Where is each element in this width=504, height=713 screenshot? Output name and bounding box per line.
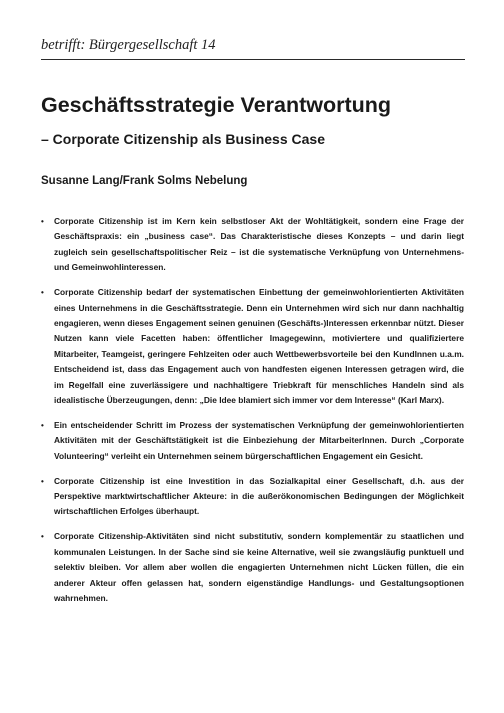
- summary-bullet-text: Corporate Citizenship-Aktivitäten sind nicht substitutiv, sondern komplementär zu staatlichen und kommunalen Leistungen. In der Sache sind sie keine Alternative, weil sie zwangsläufig punktuell und selektiv bleiben. Vor allem aber wollen die engagierten Unternehmen nicht Lücken füllen, die ein anderer Akteur offen gelassen hat, sondern eigenständige Handlungs- und Gestaltungsoptionen wahrnehmen.: [54, 531, 464, 603]
- bullet-dot-icon: •: [41, 217, 44, 226]
- summary-bullet-item: [41, 214, 464, 276]
- summary-bullet-item: [41, 529, 464, 606]
- running-head: betrifft: Bürgergesellschaft 14: [41, 36, 465, 60]
- summary-bullet-item: [41, 418, 464, 464]
- summary-bullet-text: Ein entscheidender Schritt im Prozess der systematischen Verknüpfung der gemeinwohlorientierten Aktivitäten mit der Geschäftstätigkeit ist die Einbeziehung der MitarbeiterInnen. Durch „Corporate Volunteering“ verleiht ein Unternehmen seinem bürgerschaftlichen Engagement ein Gesicht.: [54, 419, 464, 461]
- bullet-dot-icon: •: [41, 532, 44, 542]
- page-title: Geschäftsstrategie Verantwortung: [41, 93, 392, 117]
- summary-bullet-item: [41, 285, 464, 408]
- summary-bullet-text: Corporate Citizenship ist eine Investition in das Sozialkapital einer Gesellschaft, d.h. aus der Perspektive marktwirtschaftlicher Akteure: in die außerökonomischen Bedingungen der Möglichkeit wirtschaftlichen Erfolges überhaupt.: [54, 475, 464, 517]
- bullet-dot-icon: •: [41, 420, 44, 430]
- summary-bullet-text: Corporate Citizenship ist im Kern kein selbstloser Akt der Wohltätigkeit, sondern eine Frage der Geschäftspraxis: ein „business case“. Das Charakteristische dieses Konzepts – und darin liegt zugleich sein gesellschaftspolitischer Reiz – ist die systematische Verknüpfung von Unternehmens- und Gemeinwohlinteressen.: [54, 216, 464, 273]
- authors: Susanne Lang/Frank Solms Nebelung: [41, 175, 248, 187]
- bullet-dot-icon: •: [41, 476, 44, 486]
- summary-bullet-item: [41, 474, 464, 520]
- page-subtitle: – Corporate Citizenship als Business Case: [41, 131, 325, 147]
- summary-bullet-list: [41, 214, 464, 616]
- bullet-dot-icon: •: [41, 288, 44, 298]
- summary-bullet-text: Corporate Citizenship bedarf der systematischen Einbettung der gemeinwohlorientierten Aktivitäten eines Unternehmens in die Geschäftsstrategie. Denn ein Unternehmen wird sich nur dann nachhaltig engagieren, wenn dieses Engagement seinen genuinen (Geschäfts-)Interessen erkennbar nützt. Dieser Nutzen kann viele Facetten haben: öffentlicher Imagegewinn, motiviertere und qualifiziertere Mitarbeiter, Teamgeist, geringere Fehlzeiten oder auch Wettbewerbsvorteile bei den KundInnen u.a.m. Entscheidend ist, dass das Engagement auch von handfesten eigenen Interessen getragen wird, die im Regelfall eine zuverlässigere und nachhaltigere Triebkraft für menschliches Handeln sind als idealistische Überzeugungen, denn: „Die Idee blamiert sich immer vor dem Interesse“ (Karl Marx).: [54, 287, 464, 405]
